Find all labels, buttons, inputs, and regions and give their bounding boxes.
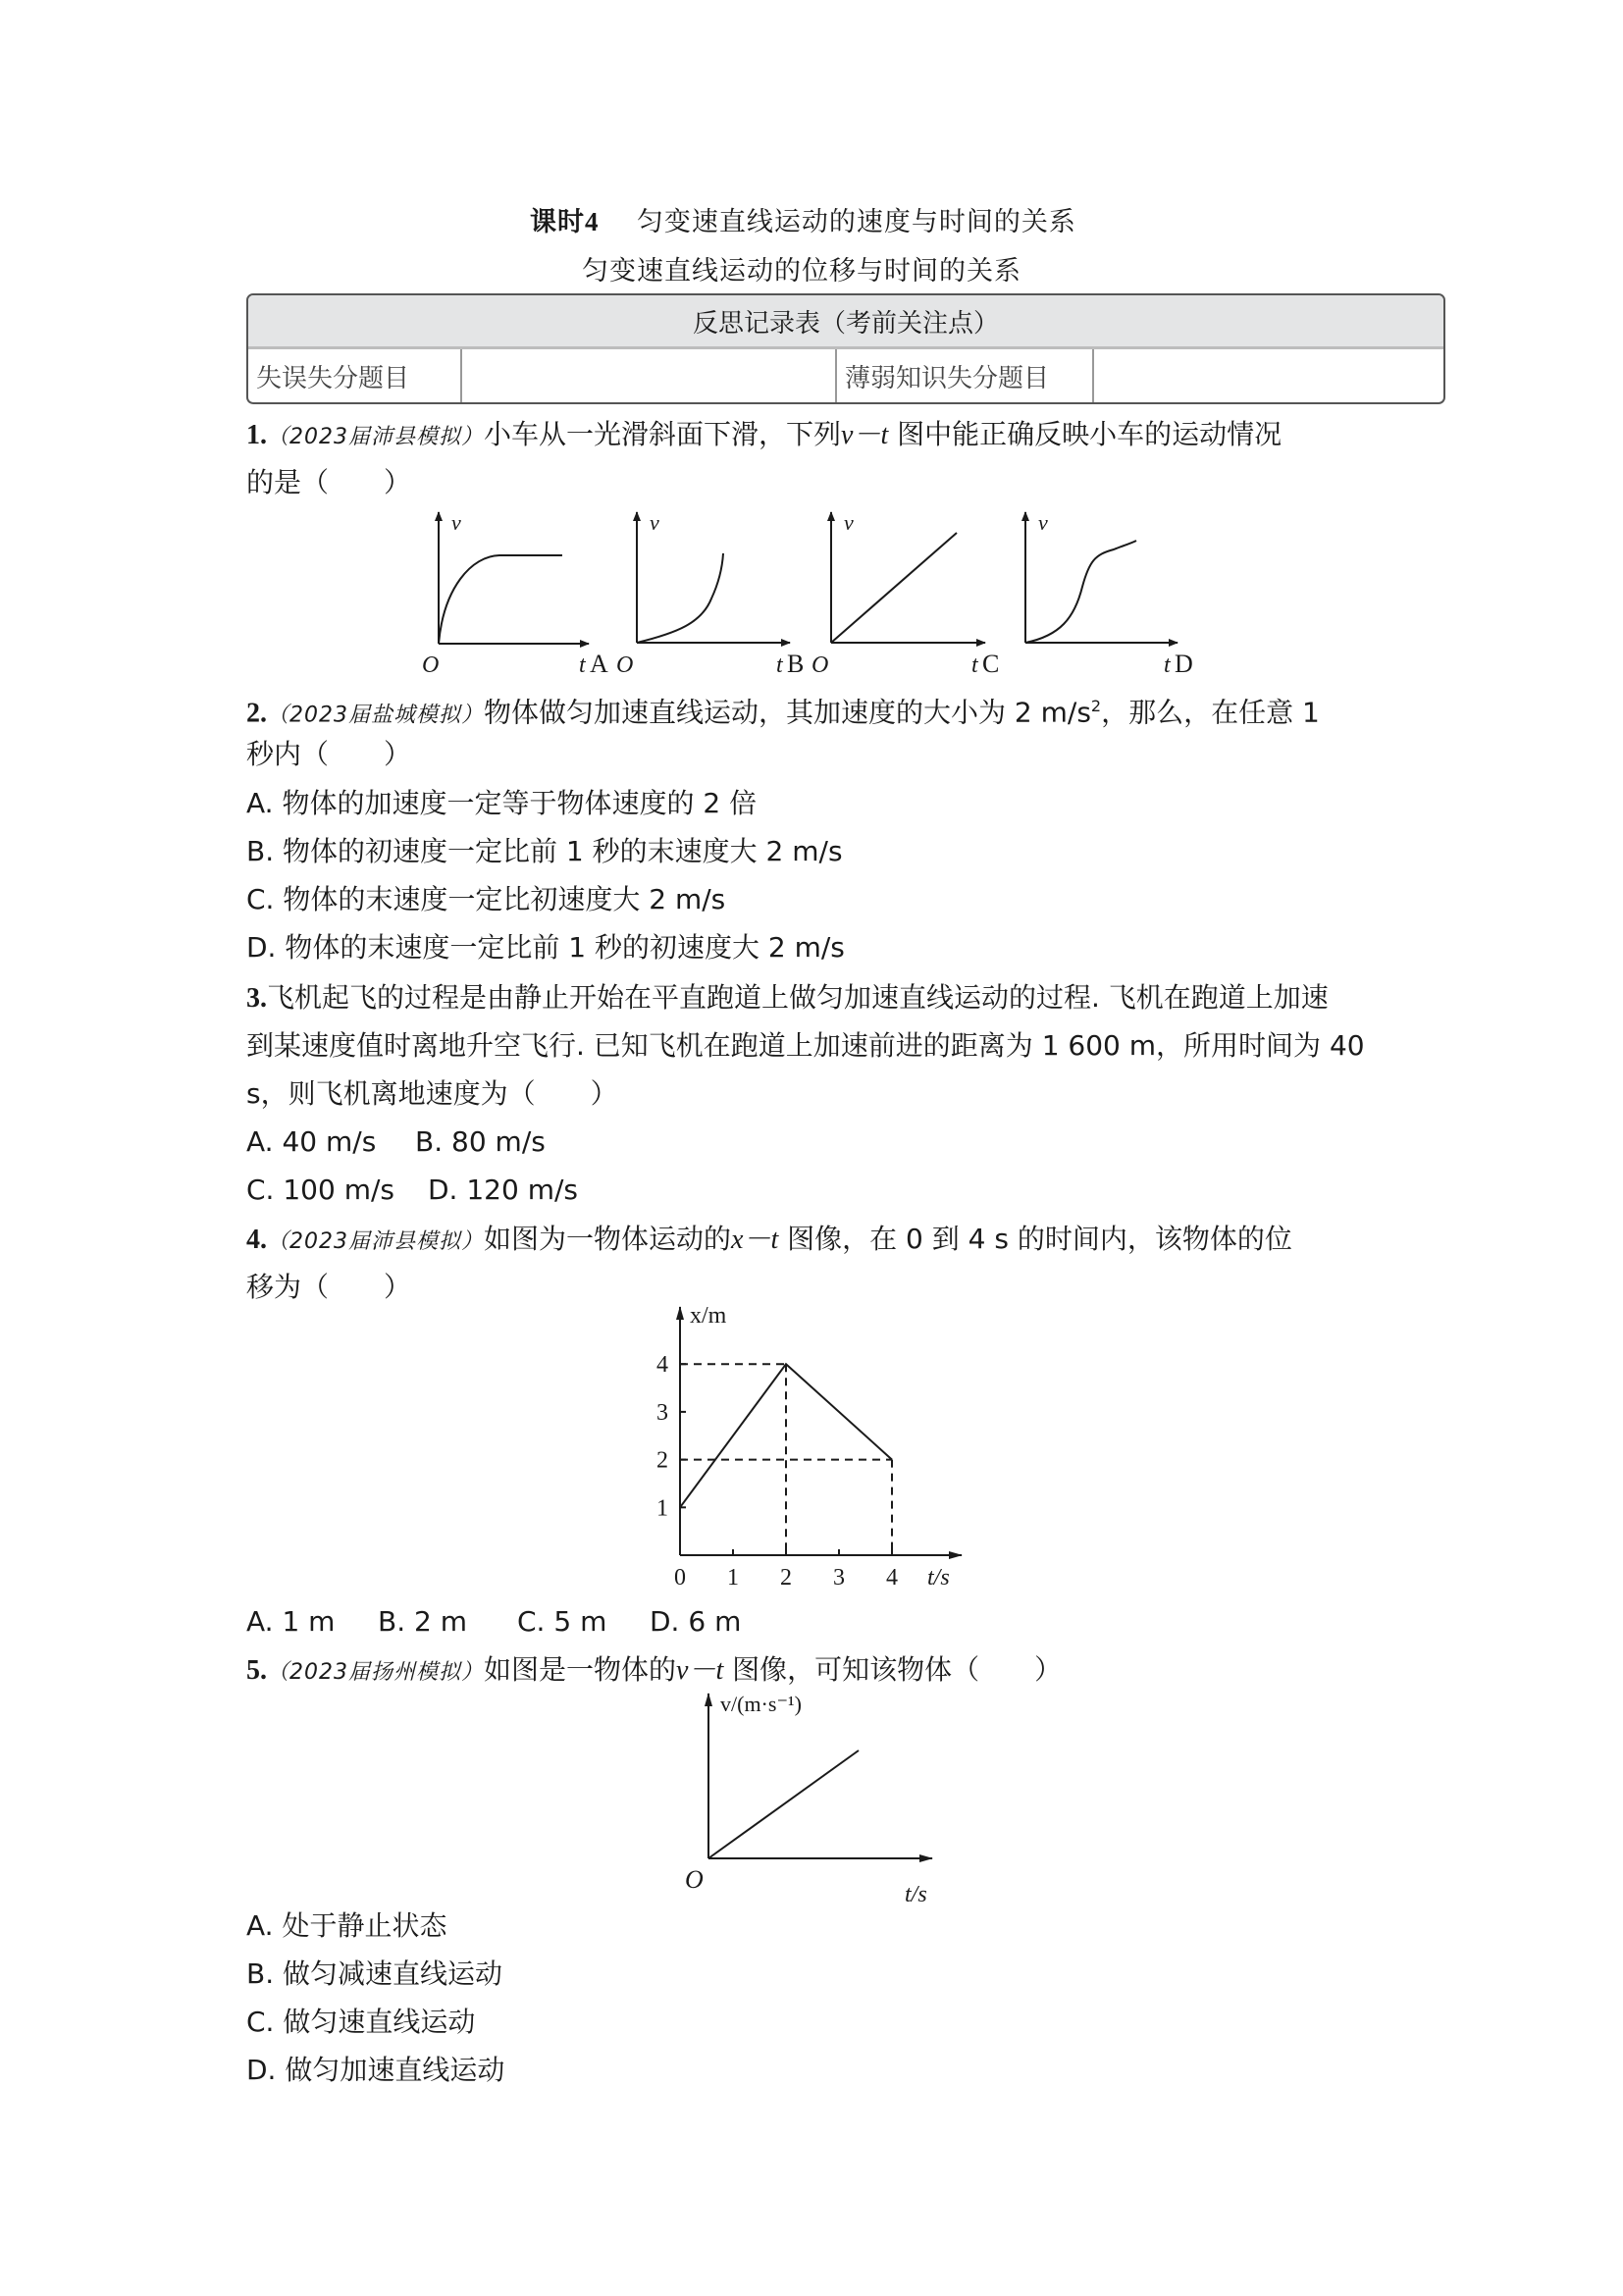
graph-a-label: A — [590, 650, 608, 677]
curve-concave-up — [637, 553, 723, 643]
question-stem: 如图是一物体的 — [484, 1653, 677, 1686]
question-source: （2023届扬州模拟） — [267, 1660, 484, 1685]
x-tick-label: 2 — [780, 1565, 792, 1591]
origin-label: O — [812, 652, 829, 677]
lesson-title — [530, 200, 1076, 238]
reflection-table-title: 反思记录表（考前关注点） — [248, 295, 1443, 349]
q4-option-a[interactable]: A. 1 m — [246, 1605, 336, 1638]
y-tick-label: 4 — [656, 1352, 668, 1379]
graph-d-label: D — [1175, 650, 1193, 677]
superscript: 2 — [1090, 697, 1102, 715]
question-stem: 图像，在 0 到 4 s 的时间内，该物体的位 — [787, 1223, 1292, 1255]
q3-option-d[interactable]: D. 120 m/s — [428, 1174, 579, 1206]
question-3-line3: s，则飞机离地速度为（ ） — [246, 1077, 618, 1110]
x-tick-label: 4 — [886, 1565, 898, 1591]
x-axis-label: t/s — [927, 1565, 950, 1591]
vt-chart — [677, 1688, 991, 1913]
variable: x－t — [731, 1225, 779, 1255]
q2-option-a[interactable]: A. 物体的加速度一定等于物体速度的 2 倍 — [246, 787, 758, 819]
question-stem: 图中能正确反映小车的运动情况 — [897, 418, 1283, 450]
question-2 — [246, 690, 1320, 732]
q5-option-a[interactable]: A. 处于静止状态 — [246, 1909, 447, 1942]
question-5 — [246, 1653, 1062, 1690]
question-number: 5. — [246, 1655, 267, 1686]
graph-b[interactable] — [616, 510, 804, 677]
question-stem: 飞机起飞的过程是由静止开始在平直跑道上做匀加速直线运动的过程. 飞机在跑道上加速 — [267, 981, 1329, 1014]
t-label: t — [776, 652, 783, 677]
curve-rises-then-flat — [439, 555, 562, 644]
weak-knowledge-input[interactable] — [1094, 349, 1443, 402]
q3-option-a[interactable]: A. 40 m/s — [246, 1125, 377, 1158]
question-stem: ，那么，在任意 1 — [1101, 696, 1320, 729]
y-axis-label: x/m — [690, 1305, 727, 1329]
graph-a[interactable] — [422, 510, 608, 677]
q4-option-c[interactable]: C. 5 m — [517, 1605, 607, 1638]
q2-option-c[interactable]: C. 物体的末速度一定比初速度大 2 m/s — [246, 883, 726, 915]
question-3-line2: 到某速度值时离地升空飞行. 已知飞机在跑道上加速前进的距离为 1 600 m，所用时间为 40 — [246, 1029, 1365, 1062]
y-axis-label: v/(m·s⁻¹) — [720, 1692, 802, 1716]
weak-knowledge-label: 薄弱知识失分题目 — [837, 349, 1094, 402]
question-source: （2023届沛县模拟） — [267, 1229, 484, 1254]
x-tick-label: 1 — [727, 1565, 739, 1591]
t-label: t — [1164, 652, 1171, 677]
graph-c-label: C — [982, 650, 1000, 677]
t-label: t — [971, 652, 978, 677]
origin-label: O — [422, 652, 440, 677]
v-label: v — [1038, 510, 1048, 535]
question-number: 4. — [246, 1225, 267, 1255]
v-label: v — [451, 510, 461, 535]
question-4 — [246, 1223, 1292, 1259]
y-tick-label: 1 — [656, 1495, 668, 1522]
graph-b-label: B — [787, 650, 805, 677]
variable: v－t — [841, 420, 889, 450]
lesson-label: 课时4 — [530, 207, 600, 236]
origin-label: O — [685, 1865, 704, 1894]
mistake-input[interactable] — [462, 349, 837, 402]
q5-option-d[interactable]: D. 做匀加速直线运动 — [246, 2054, 505, 2086]
question-2-line2: 秒内（ ） — [246, 738, 412, 770]
question-stem: 物体做匀加速直线运动，其加速度的大小为 2 m/s — [484, 696, 1091, 729]
t-label: t — [579, 652, 586, 677]
mistake-label: 失误失分题目 — [248, 349, 462, 402]
question-number: 3. — [246, 983, 267, 1014]
question-1 — [246, 418, 1282, 454]
s-curve — [1025, 541, 1136, 643]
question-4-line2: 移为（ ） — [246, 1271, 412, 1303]
y-tick-label: 3 — [656, 1399, 668, 1426]
reflection-table — [246, 293, 1445, 404]
guide-lines — [680, 1364, 892, 1555]
question-stem: 图像，可知该物体（ ） — [732, 1653, 1063, 1686]
question-3 — [246, 981, 1329, 1016]
xt-chart — [628, 1305, 981, 1599]
graph-c[interactable] — [812, 510, 999, 677]
graph-d[interactable] — [1025, 510, 1193, 677]
x-tick-label: 3 — [833, 1565, 845, 1591]
q4-option-d[interactable]: D. 6 m — [650, 1605, 742, 1638]
q5-option-b[interactable]: B. 做匀减速直线运动 — [246, 1957, 503, 1990]
question-stem: 如图为一物体运动的 — [484, 1223, 732, 1255]
y-tick-label: 2 — [656, 1447, 668, 1474]
straight-line — [831, 533, 957, 643]
q3-option-c[interactable]: C. 100 m/s — [246, 1174, 394, 1206]
variable: v－t — [676, 1655, 724, 1686]
origin-label: O — [616, 652, 634, 677]
v-label: v — [844, 510, 854, 535]
q5-option-c[interactable]: C. 做匀速直线运动 — [246, 2006, 476, 2038]
q4-option-b[interactable]: B. 2 m — [378, 1605, 467, 1638]
title-line-2: 匀变速直线运动的位移与时间的关系 — [582, 256, 1021, 287]
series-line — [708, 1750, 859, 1858]
question-stem: 小车从一光滑斜面下滑，下列 — [484, 418, 842, 450]
x-tick-label: 0 — [674, 1565, 686, 1591]
title-line-1: 匀变速直线运动的速度与时间的关系 — [636, 207, 1076, 237]
q2-option-b[interactable]: B. 物体的初速度一定比前 1 秒的末速度大 2 m/s — [246, 835, 843, 867]
v-label: v — [650, 510, 659, 535]
question-number: 2. — [246, 698, 267, 729]
question-number: 1. — [246, 420, 267, 450]
question-1-graphs — [393, 500, 1197, 677]
question-source: （2023届盐城模拟） — [267, 703, 484, 728]
question-source: （2023届沛县模拟） — [267, 425, 484, 449]
question-1-line2: 的是（ ） — [246, 466, 412, 498]
q2-option-d[interactable]: D. 物体的末速度一定比前 1 秒的初速度大 2 m/s — [246, 931, 845, 964]
q3-option-b[interactable]: B. 80 m/s — [415, 1125, 546, 1158]
x-axis-label: t/s — [905, 1882, 927, 1907]
